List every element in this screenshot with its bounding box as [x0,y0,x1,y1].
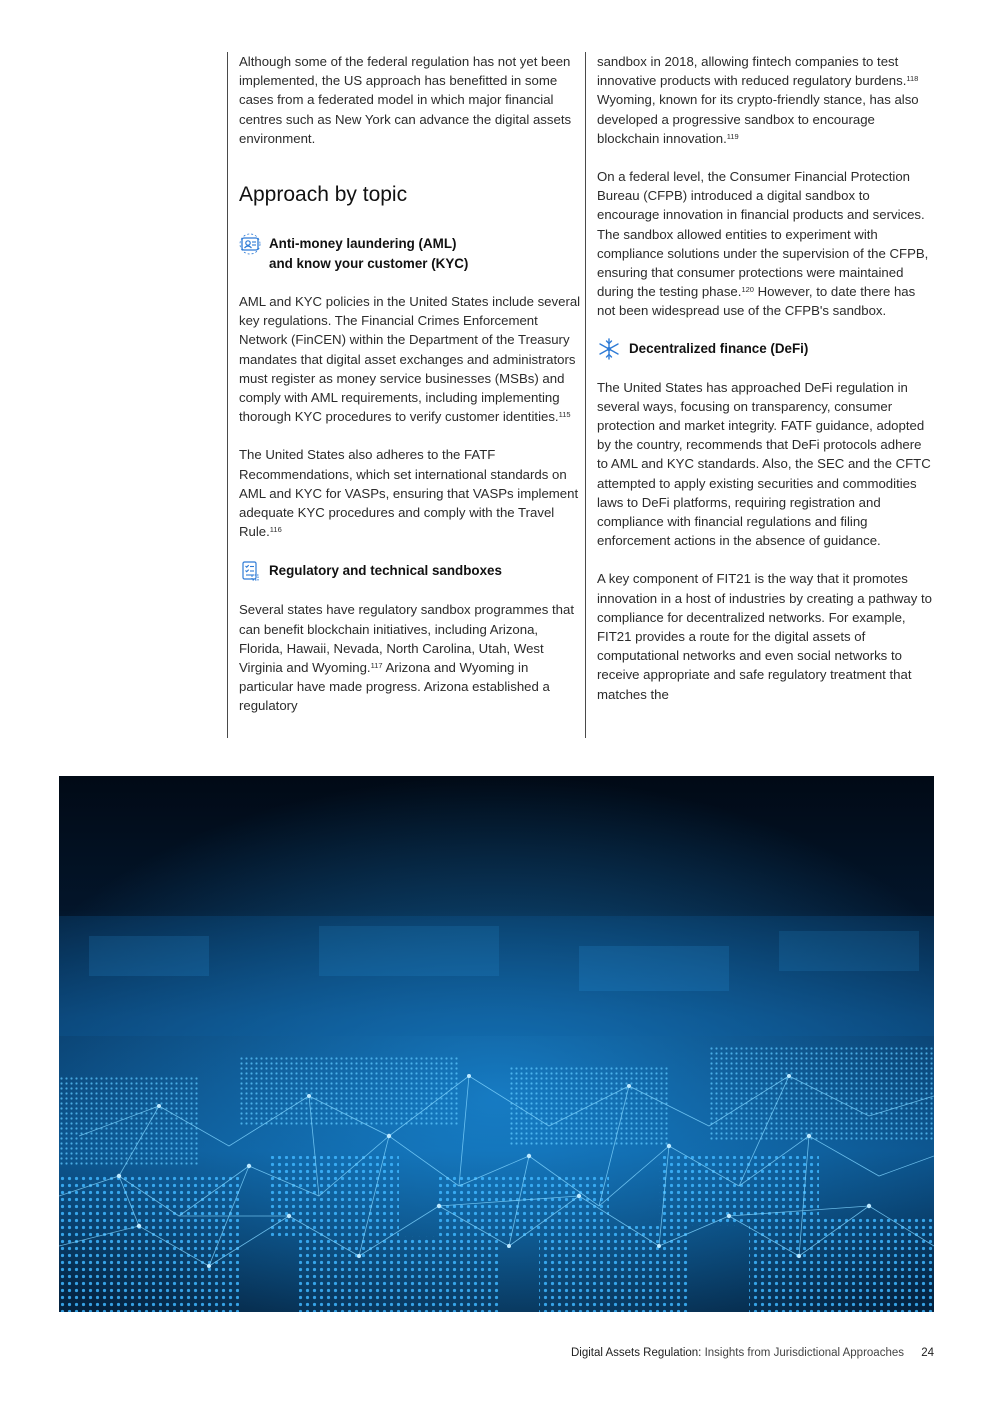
section-title: Approach by topic [239,183,408,207]
aml-paragraph-1: AML and KYC policies in the United States include several key regulations. The Financial Crimes Enforcement Network (FinCEN) within the Department of the Treasury mandates that digital asset exchanges and administrators must register as money service businesses (MSBs) and comply with AML requirements, including implementing thorough KYC procedures to verify customer identities.$^{115}$ [239,294,581,425]
right-column [585,52,935,738]
footnote-118: 118 [906,74,919,84]
page-footer [0,1347,934,1359]
defi-heading [597,339,935,360]
defi-heading-text: Decentralized finance (DeFi) [629,340,809,356]
aml-heading-line2: and know your customer (KYC) [269,256,469,272]
checklist-icon [239,560,261,582]
defi-paragraph-1: The United States has approached DeFi regulation in several ways, focusing on transparency, consumer protection and market integrity. FATF guidance, adopted by the country, recommends that DeFi protocols adhere to AML and KYC standards. Also, the SEC and the CFTC attempted to apply existing securities and commodities laws to DeFi platforms, requiring registration and compliance with financial regulations and filing enforcement actions in the absence of guidance. [597,379,931,549]
footnote-119: 119 [726,131,739,141]
aml-paragraph-2: The United States also adheres to the FATF Recommendations, which set international standards on AML and KYC for VASPs, ensuring that VASPs implement adequate KYC procedures and comply with the Travel Rule.$^{116}$ [239,447,579,540]
right-paragraph-1: sandbox in 2018, allowing fintech companies to test innovative products with reduced regulatory burdens.$^{118}$ Wyoming, known for its crypto-friendly stance, has also developed a progressive sandbox to encourage blockchain innovation.$^{119}$ [597,54,919,146]
aml-heading [239,234,582,274]
footer-title-rest: Insights from Jurisdictional Approaches [704,1347,904,1359]
footnote-120: 120 [741,285,754,295]
sandbox-heading-text: Regulatory and technical sandboxes [269,563,502,579]
intro-paragraph: Although some of the federal regulation has not yet been implemented, the US approach has benefitted in some cases from a federated model in which major financial centres such as New York can advance the digital assets environment. [239,54,572,146]
defi-paragraph-2: A key component of FIT21 is the way that it promotes innovation in a host of industries by creating a pathway to compliance for decentralized networks. For example, FIT21 provides a route for the digital assets of computational networks and even social networks to receive appropriate and safe regulatory treatment that matches the [597,571,933,702]
network-snowflake-icon [597,338,621,360]
right-paragraph-2: On a federal level, the Consumer Financial Protection Bureau (CFPB) introduced a digital sandbox to encourage innovation in financial products and services. The sandbox allowed entities to experiment with compliance solutions under the supervision of the CFPB, ensuring that consumer protections were maintained during the testing phase.$^{120}$ However, to date there has not been widespread use of the CFPB's sandbox. [597,169,929,319]
left-column [227,52,582,738]
page-number: 24 [921,1347,934,1359]
footnote-116: 116 [269,525,282,535]
footnote-115: 115 [558,410,571,420]
digital-network-image [59,776,934,1312]
sandbox-paragraph-1: Several states have regulatory sandbox programmes that can benefit blockchain initiatives, including Arizona, Florida, Hawaii, Nevada, North Carolina, Utah, West Virginia and Wyoming.$^{117}$ Arizona and Wyoming in particular have made progress. Arizona established a regulatory [239,602,574,714]
aml-heading-line1: Anti-money laundering (AML) [269,236,457,252]
footnote-117: 117 [370,661,383,671]
sandbox-heading [239,561,582,582]
id-verification-icon [239,233,261,255]
footer-title-bold: Digital Assets Regulation: [570,1347,702,1359]
